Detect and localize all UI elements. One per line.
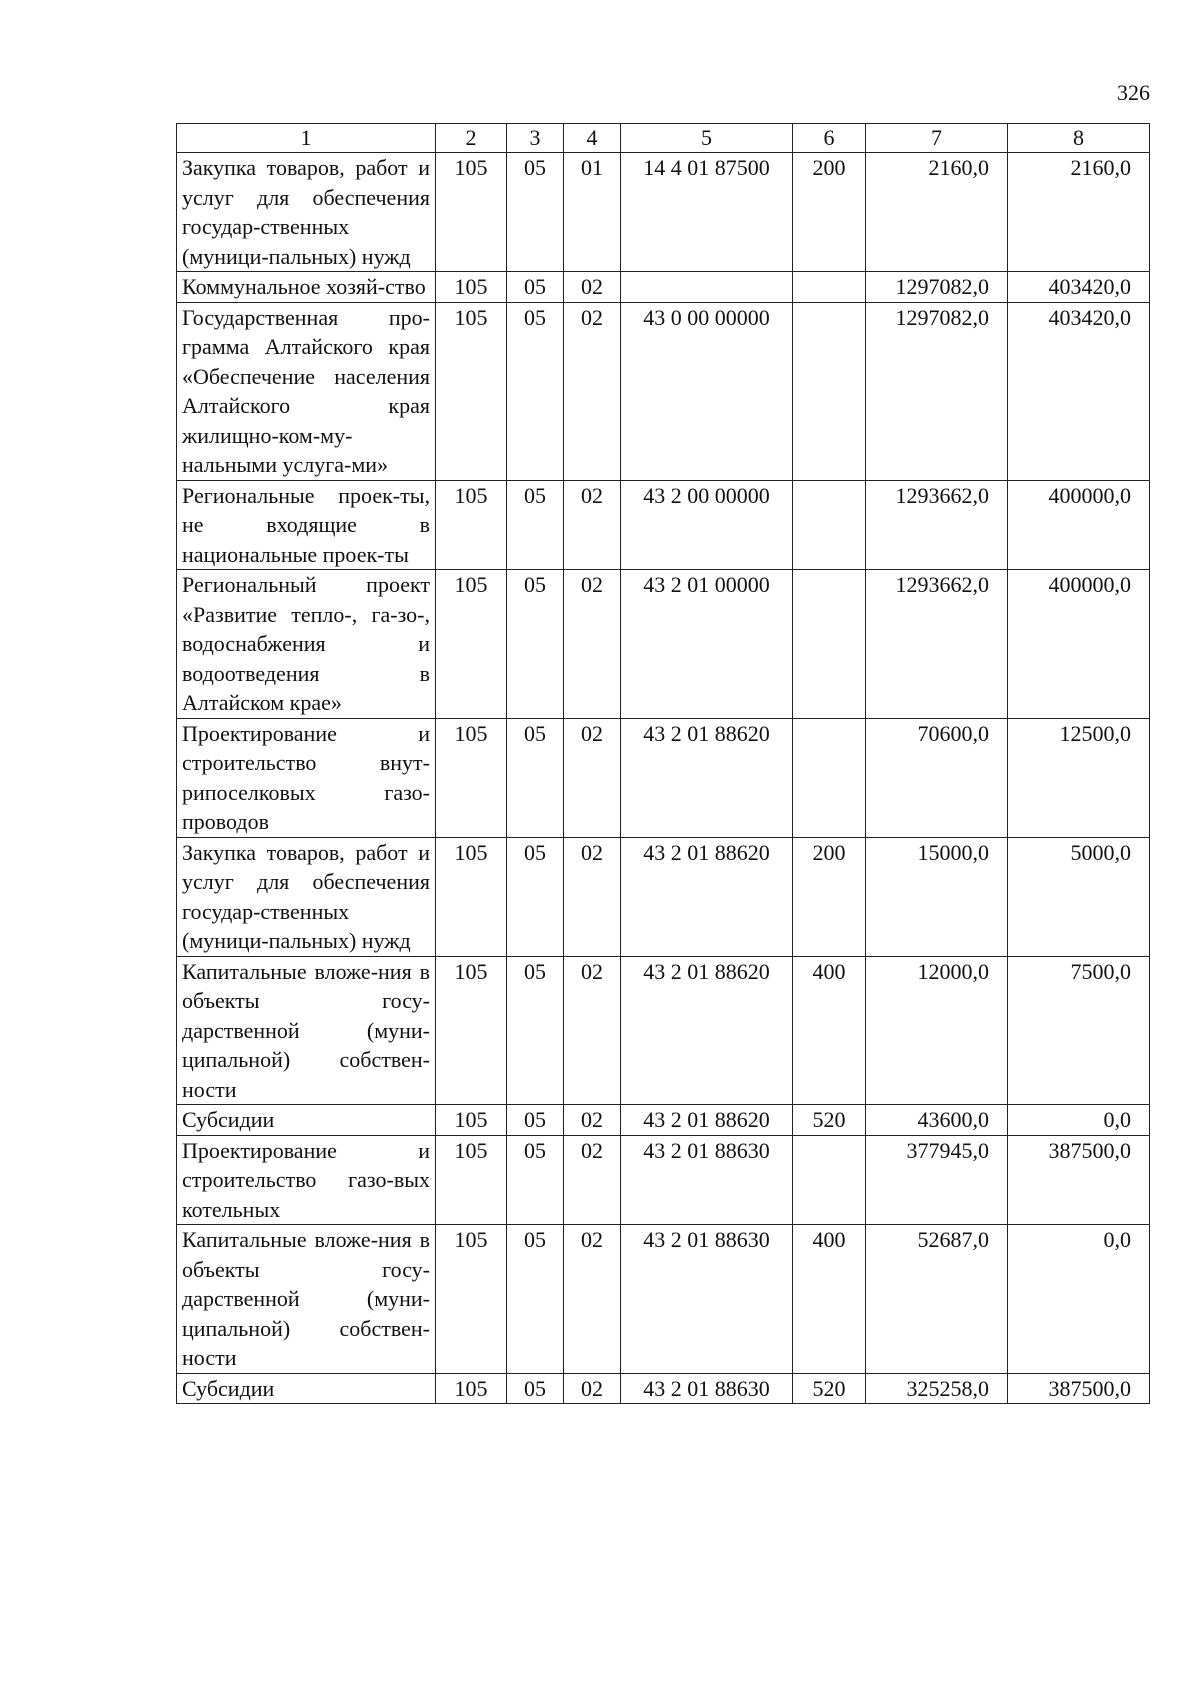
row-section-cell: 05 [507,570,564,719]
row-expense-type-cell: 400 [793,956,866,1105]
row-amount-1-cell: 43600,0 [866,1105,1008,1136]
row-target-code-cell: 43 2 01 88620 [621,718,793,837]
row-subsection-cell: 02 [564,956,621,1105]
row-subsection-cell: 02 [564,718,621,837]
row-amount-2-cell: 5000,0 [1008,837,1150,956]
row-target-code-cell: 43 2 01 88620 [621,837,793,956]
row-amount-2-cell: 387500,0 [1008,1135,1150,1225]
table-row [177,480,1150,570]
row-name-cell: Проектирование и строительство внут-рипоселковых газо-проводов [177,718,436,837]
row-name-cell: Коммунальное хозяй-ство [177,272,436,303]
row-expense-type-cell [793,1135,866,1225]
row-subsection-cell: 02 [564,1135,621,1225]
table-header-row [177,124,1150,153]
table-row [177,956,1150,1105]
header-cell-5: 5 [621,124,793,153]
row-target-code-cell: 43 2 01 88630 [621,1135,793,1225]
header-cell-2: 2 [436,124,507,153]
row-subsection-cell: 02 [564,480,621,570]
row-subsection-cell: 02 [564,1373,621,1404]
row-amount-1-cell: 15000,0 [866,837,1008,956]
row-code-cell: 105 [436,1225,507,1374]
table-row [177,570,1150,719]
row-amount-1-cell: 1293662,0 [866,480,1008,570]
row-target-code-cell: 43 2 00 00000 [621,480,793,570]
row-subsection-cell: 02 [564,837,621,956]
header-cell-7: 7 [866,124,1008,153]
row-name-cell: Региональные проек-ты, не входящие в национальные проек-ты [177,480,436,570]
table-row [177,153,1150,272]
row-subsection-cell: 02 [564,302,621,480]
row-target-code-cell: 43 2 01 88620 [621,956,793,1105]
table-row [177,302,1150,480]
row-subsection-cell: 02 [564,570,621,719]
row-amount-1-cell: 2160,0 [866,153,1008,272]
row-amount-2-cell: 0,0 [1008,1225,1150,1374]
row-name-cell: Субсидии [177,1105,436,1136]
row-target-code-cell: 14 4 01 87500 [621,153,793,272]
row-amount-2-cell: 0,0 [1008,1105,1150,1136]
row-expense-type-cell [793,480,866,570]
row-subsection-cell: 02 [564,1225,621,1374]
row-amount-2-cell: 387500,0 [1008,1373,1150,1404]
row-amount-1-cell: 377945,0 [866,1135,1008,1225]
row-amount-1-cell: 52687,0 [866,1225,1008,1374]
header-cell-6: 6 [793,124,866,153]
row-code-cell: 105 [436,480,507,570]
row-amount-2-cell: 2160,0 [1008,153,1150,272]
row-code-cell: 105 [436,570,507,719]
budget-table [176,123,1150,1404]
row-expense-type-cell [793,302,866,480]
row-amount-2-cell: 403420,0 [1008,272,1150,303]
row-amount-1-cell: 70600,0 [866,718,1008,837]
page-number: 326 [1117,80,1150,105]
row-target-code-cell: 43 0 00 00000 [621,302,793,480]
row-target-code-cell: 43 2 01 00000 [621,570,793,719]
row-expense-type-cell: 520 [793,1373,866,1404]
row-section-cell: 05 [507,1373,564,1404]
row-code-cell: 105 [436,837,507,956]
row-amount-1-cell: 325258,0 [866,1373,1008,1404]
row-code-cell: 105 [436,718,507,837]
row-section-cell: 05 [507,956,564,1105]
row-code-cell: 105 [436,956,507,1105]
row-name-cell: Субсидии [177,1373,436,1404]
row-expense-type-cell: 200 [793,153,866,272]
row-subsection-cell: 01 [564,153,621,272]
row-name-cell: Закупка товаров, работ и услуг для обеспечения государ-ственных (муници-пальных) нужд [177,153,436,272]
row-code-cell: 105 [436,153,507,272]
table-row [177,1373,1150,1404]
row-section-cell: 05 [507,837,564,956]
row-name-cell: Региональный проект «Развитие тепло-, га-зо-, водоснабжения и водоотведения в Алтайском крае» [177,570,436,719]
row-code-cell: 105 [436,1135,507,1225]
row-target-code-cell: 43 2 01 88630 [621,1373,793,1404]
row-amount-2-cell: 400000,0 [1008,480,1150,570]
row-expense-type-cell: 520 [793,1105,866,1136]
row-amount-1-cell: 12000,0 [866,956,1008,1105]
table-body [177,124,1150,1404]
row-expense-type-cell [793,570,866,719]
row-section-cell: 05 [507,718,564,837]
row-amount-2-cell: 7500,0 [1008,956,1150,1105]
table-row [177,1135,1150,1225]
row-expense-type-cell [793,718,866,837]
row-section-cell: 05 [507,480,564,570]
row-expense-type-cell: 200 [793,837,866,956]
row-section-cell: 05 [507,1105,564,1136]
table-row [177,718,1150,837]
row-amount-2-cell: 12500,0 [1008,718,1150,837]
row-expense-type-cell: 400 [793,1225,866,1374]
header-cell-4: 4 [564,124,621,153]
row-code-cell: 105 [436,1373,507,1404]
row-name-cell: Закупка товаров, работ и услуг для обеспечения государ-ственных (муници-пальных) нужд [177,837,436,956]
row-section-cell: 05 [507,1225,564,1374]
row-section-cell: 05 [507,302,564,480]
row-code-cell: 105 [436,1105,507,1136]
row-code-cell: 105 [436,272,507,303]
header-cell-8: 8 [1008,124,1150,153]
table-row [177,837,1150,956]
row-name-cell: Капитальные вложе-ния в объекты госу-дарственной (муни-ципальной) собствен-ности [177,1225,436,1374]
row-name-cell: Капитальные вложе-ния в объекты госу-дарственной (муни-ципальной) собствен-ности [177,956,436,1105]
row-name-cell: Проектирование и строительство газо-вых котельных [177,1135,436,1225]
table-row [177,1225,1150,1374]
header-cell-3: 3 [507,124,564,153]
row-amount-2-cell: 400000,0 [1008,570,1150,719]
row-expense-type-cell [793,272,866,303]
row-target-code-cell: 43 2 01 88630 [621,1225,793,1374]
row-section-cell: 05 [507,1135,564,1225]
table-row [177,272,1150,303]
row-target-code-cell: 43 2 01 88620 [621,1105,793,1136]
row-code-cell: 105 [436,302,507,480]
row-section-cell: 05 [507,153,564,272]
row-section-cell: 05 [507,272,564,303]
row-amount-2-cell: 403420,0 [1008,302,1150,480]
row-subsection-cell: 02 [564,1105,621,1136]
row-amount-1-cell: 1293662,0 [866,570,1008,719]
table-row [177,1105,1150,1136]
row-amount-1-cell: 1297082,0 [866,302,1008,480]
row-amount-1-cell: 1297082,0 [866,272,1008,303]
row-name-cell: Государственная про-грамма Алтайского края «Обеспечение населения Алтайского края жилищно-ком-му-нальными услуга-ми» [177,302,436,480]
row-target-code-cell [621,272,793,303]
row-subsection-cell: 02 [564,272,621,303]
header-cell-1: 1 [177,124,436,153]
